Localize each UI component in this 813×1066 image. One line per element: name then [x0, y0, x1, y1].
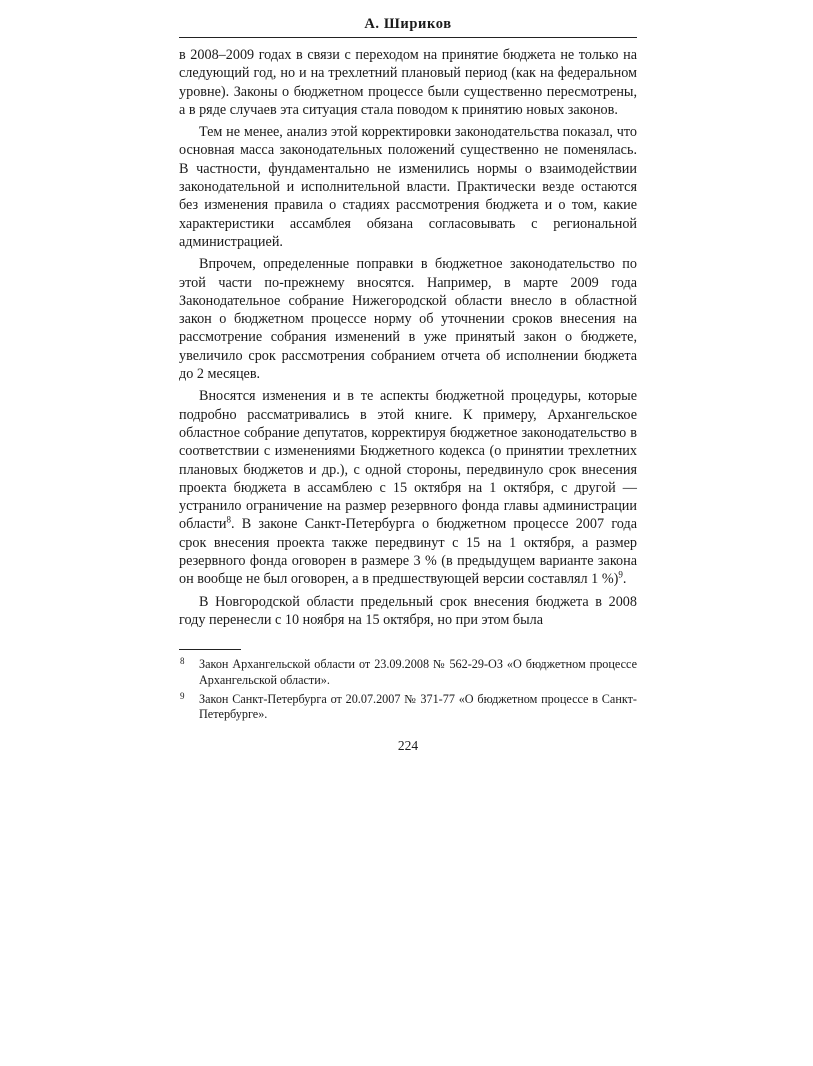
paragraph-4	[179, 387, 637, 588]
footnote-number: 8	[180, 656, 185, 667]
running-head-author: А. Шириков	[364, 16, 452, 32]
paragraph-4-part-3: .	[622, 571, 627, 588]
paragraph-2: Тем не менее, анализ этой корректировки законодательства показал, что основная масса законодательных положений существенно не поменялась. В частности, фундаментально не изменились нормы о взаимодействии законодательной и исполнительной власти. Практически везде остаются без изменения правила о стадиях рассмотрения бюджета и о том, какие характеристики ассамблея обязана согласовывать с региональной администрацией.	[179, 124, 637, 250]
footnote-9	[179, 692, 637, 723]
paragraph-5: В Новгородской области предельный срок внесения бюджета в 2008 году перенесли с 10 ноября на 15 октября, но при этом была	[179, 593, 637, 628]
paragraph-3: Впрочем, определенные поправки в бюджетное законодательство по этой части по-прежнему вносятся. Например, в марте 2009 года Законодательное собрание Нижегородской области внесло в областной закон о бюджетном процессе норму об уточнении сроков внесения на рассмотрение собрания изменений в уже принятый закон о бюджете, увеличило срок рассмотрения собранием отчета об исполнении бюджета до 2 месяцев.	[179, 256, 637, 383]
footnote-separator	[179, 649, 241, 650]
paragraph-4-part-1: Вносятся изменения и в те аспекты бюджетной процедуры, которые подробно рассматривались в этой книге. К примеру, Архангельское областное собрание депутатов, корректируя бюджетное законодательство в соответствии с изменениями Бюджетного кодекса (о принятии трехлетних плановых бюджетов и др.), с одной стороны, передвинуло срок внесения проекта бюджета в ассамблею с 15 октября на 1 октября, с другой — устранило ограничение на размер резервного фонда главы администрации области	[179, 388, 637, 533]
footnote-text: Закон Архангельской области от 23.09.2008 № 562-29-ОЗ «О бюджетном процессе Архангельской области».	[199, 657, 637, 687]
footnote-text: Закон Санкт-Петербурга от 20.07.2007 № 371-77 «О бюджетном процессе в Санкт-Петербурге».	[199, 691, 637, 722]
book-page	[179, 14, 637, 754]
footnote-number: 9	[180, 690, 185, 701]
footnote-8	[179, 657, 637, 688]
header-rule	[179, 37, 637, 38]
paragraph-1: в 2008–2009 годах в связи с переходом на принятие бюджета не только на следующий год, но и на трехлетний плановый период (как на федеральном уровне). Законы о бюджетном процессе были существенно пересмотрены, а в ряде случаев эта ситуация стала поводом к принятию новых законов.	[179, 47, 637, 118]
paragraph-4-part-2: . В законе Санкт-Петербурга о бюджетном процессе 2007 года срок внесения проекта также передвинут с 15 на 1 октября, а размер резервного фонда оговорен в размере 3 % (в предыдущем варианте закона он вообще не был оговорен, а в предшествующей версии составлял 1 %)	[179, 516, 637, 588]
page-number: 224	[397, 738, 419, 754]
footnote-ref-9[interactable]: 9	[618, 569, 623, 580]
footnote-ref-8[interactable]: 8	[226, 514, 231, 525]
